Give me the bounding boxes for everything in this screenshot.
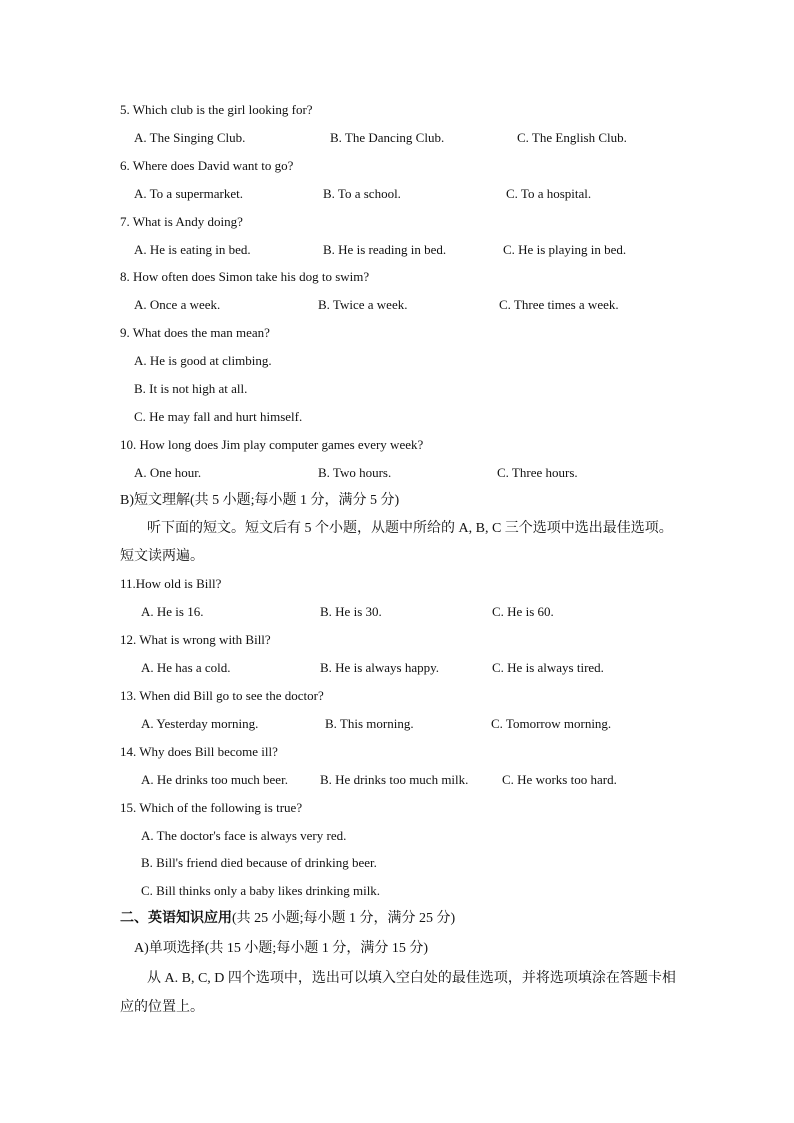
option-13b: B. This morning. bbox=[325, 716, 414, 731]
question-10: 10. How long does Jim play computer games every week? bbox=[120, 437, 424, 452]
question-7: 7. What is Andy doing? bbox=[120, 214, 243, 229]
question-8: 8. How often does Simon take his dog to swim? bbox=[120, 269, 370, 284]
option-11c: C. He is 60. bbox=[492, 604, 554, 619]
option-8a: A. Once a week. bbox=[134, 297, 221, 312]
option-11b: B. He is 30. bbox=[320, 604, 382, 619]
part-2-subheading: A)单项选择(共 15 小题;每小题 1 分，满分 15 分) bbox=[134, 941, 428, 956]
part-2-heading-title: 二、英语知识应用 bbox=[120, 911, 232, 926]
option-6a: A. To a supermarket. bbox=[134, 186, 243, 201]
part-2-heading bbox=[120, 910, 455, 928]
option-7b: B. He is reading in bed. bbox=[323, 242, 447, 257]
question-11: 11.How old is Bill? bbox=[120, 576, 222, 591]
question-9: 9. What does the man mean? bbox=[120, 325, 270, 340]
option-10a: A. One hour. bbox=[134, 465, 202, 480]
option-11a: A. He is 16. bbox=[141, 604, 204, 619]
option-15a: A. The doctor's face is always very red. bbox=[141, 828, 347, 843]
option-15c: C. Bill thinks only a baby likes drinking milk. bbox=[141, 883, 381, 898]
question-6: 6. Where does David want to go? bbox=[120, 158, 294, 173]
option-8b: B. Twice a week. bbox=[318, 297, 408, 312]
section-b-instruction-2: 短文读两遍。 bbox=[120, 549, 204, 564]
option-5c: C. The English Club. bbox=[517, 130, 627, 145]
section-b-heading: B)短文理解(共 5 小题;每小题 1 分，满分 5 分) bbox=[120, 493, 400, 508]
option-9b: B. It is not high at all. bbox=[134, 381, 248, 396]
option-15b: B. Bill's friend died because of drinking beer. bbox=[141, 855, 377, 870]
option-14c: C. He works too hard. bbox=[502, 772, 617, 787]
option-5a: A. The Singing Club. bbox=[134, 130, 246, 145]
question-12: 12. What is wrong with Bill? bbox=[120, 632, 271, 647]
part-2-instruction-2: 应的位置上。 bbox=[120, 1000, 204, 1015]
option-7a: A. He is eating in bed. bbox=[134, 242, 251, 257]
option-9a: A. He is good at climbing. bbox=[134, 353, 272, 368]
part-2-instruction-1: 从 A. B, C, D 四个选项中，选出可以填入空白处的最佳选项，并将选项填涂在答题卡相 bbox=[147, 971, 676, 986]
option-10b: B. Two hours. bbox=[318, 465, 392, 480]
option-13c: C. Tomorrow morning. bbox=[491, 716, 612, 731]
option-9c: C. He may fall and hurt himself. bbox=[134, 409, 303, 424]
option-8c: C. Three times a week. bbox=[499, 297, 619, 312]
option-12c: C. He is always tired. bbox=[492, 660, 604, 675]
question-14: 14. Why does Bill become ill? bbox=[120, 744, 278, 759]
question-5: 5. Which club is the girl looking for? bbox=[120, 102, 313, 117]
question-13: 13. When did Bill go to see the doctor? bbox=[120, 688, 324, 703]
part-2-heading-scoring: (共 25 小题;每小题 1 分，满分 25 分) bbox=[232, 911, 456, 926]
section-b-instruction-1: 听下面的短文。短文后有 5 个小题，从题中所给的 A, B, C 三个选项中选出最佳选项。 bbox=[147, 521, 673, 536]
option-5b: B. The Dancing Club. bbox=[330, 130, 445, 145]
option-6c: C. To a hospital. bbox=[506, 186, 592, 201]
option-12a: A. He has a cold. bbox=[141, 660, 231, 675]
question-15: 15. Which of the following is true? bbox=[120, 800, 303, 815]
option-12b: B. He is always happy. bbox=[320, 660, 440, 675]
option-14a: A. He drinks too much beer. bbox=[141, 772, 288, 787]
option-6b: B. To a school. bbox=[323, 186, 401, 201]
option-7c: C. He is playing in bed. bbox=[503, 242, 627, 257]
option-10c: C. Three hours. bbox=[497, 465, 578, 480]
option-13a: A. Yesterday morning. bbox=[141, 716, 259, 731]
option-14b: B. He drinks too much milk. bbox=[320, 772, 469, 787]
